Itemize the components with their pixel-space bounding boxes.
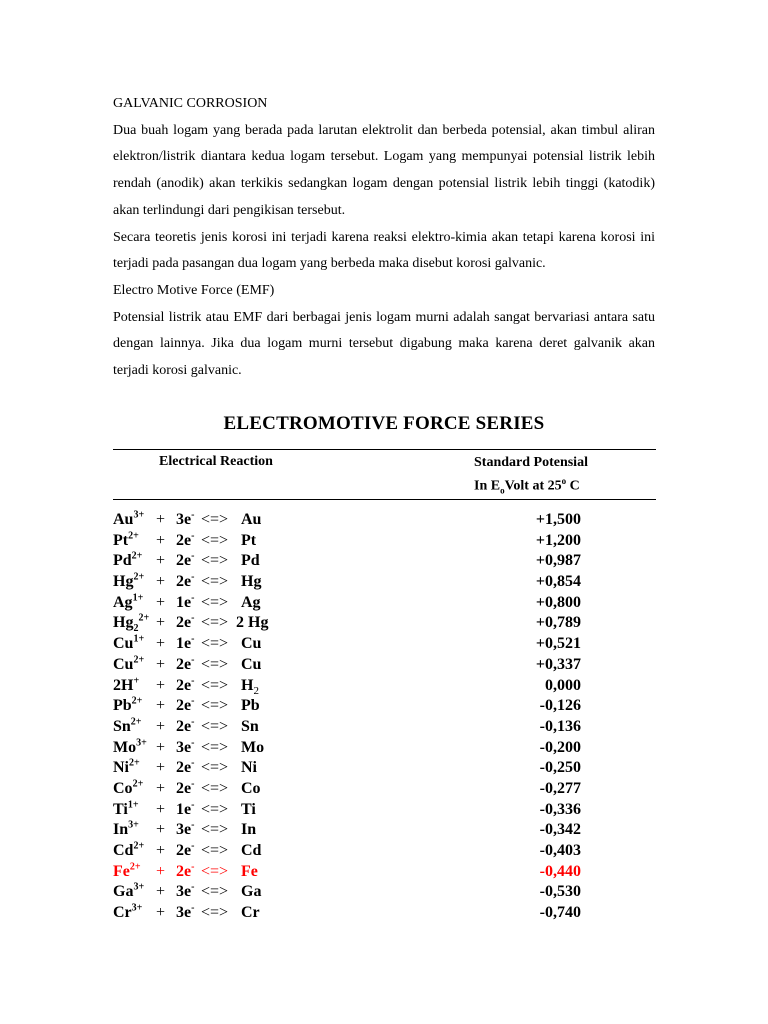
table-row	[113, 862, 656, 883]
product-symbol: Fe	[241, 862, 258, 880]
table-row	[113, 531, 656, 552]
ion-charge: 2+	[133, 840, 145, 852]
table-row	[113, 572, 656, 593]
reaction-product	[241, 572, 261, 593]
ion-charge: 2+	[132, 778, 144, 790]
ion-charge: 2+	[128, 530, 139, 542]
table-row	[113, 800, 656, 821]
product-symbol: Co	[241, 779, 261, 797]
ion-symbol: Hg	[113, 573, 134, 591]
equilibrium-arrow: <=>	[201, 635, 229, 653]
ion-charge: 2+	[133, 571, 145, 583]
ion-symbol: Cu	[113, 655, 134, 673]
electrons	[176, 676, 194, 697]
product-symbol: Cu	[241, 635, 262, 653]
product-symbol: Pb	[241, 697, 260, 715]
electrons	[176, 510, 194, 531]
ion-charge: 3+	[133, 509, 145, 521]
table-top-rule	[113, 449, 656, 450]
electrons	[176, 634, 194, 655]
ion-charge: +	[133, 675, 140, 687]
standard-potential-value: +0,800	[535, 593, 581, 611]
equilibrium-arrow: <=>	[201, 593, 229, 611]
electron-sign: -	[191, 757, 195, 769]
electron-count: 2e	[176, 717, 192, 735]
ion-charge: 2+	[138, 613, 150, 625]
electron-sign: -	[191, 902, 195, 914]
ion-subscript: 2	[133, 623, 139, 635]
standard-potential-value: -0,277	[539, 779, 581, 797]
reaction-product	[241, 841, 261, 862]
intro-paragraph-2: Secara teoretis jenis korosi ini terjadi karena reaksi elektro-kimia akan tetapi karena korosi ini terjadi pada pasangan dua logam yang berbeda maka disebut korosi galvanic.	[113, 229, 655, 272]
reaction-product	[241, 903, 260, 924]
reaction-product	[241, 593, 261, 614]
ion-charge: 3+	[133, 882, 145, 894]
ion-symbol: Pd	[113, 552, 132, 570]
ion-symbol: Cr	[113, 904, 132, 922]
electron-sign: -	[191, 571, 195, 583]
standard-potential-value: 0,000	[545, 676, 581, 694]
ion-charge: 3+	[136, 737, 147, 749]
standard-potential-value: -0,200	[539, 738, 581, 756]
product-symbol: Cr	[241, 904, 260, 922]
reactant-ion	[113, 882, 144, 903]
ion-charge: 2+	[131, 551, 143, 563]
equilibrium-arrow: <=>	[201, 531, 229, 549]
electron-sign: -	[191, 737, 195, 749]
electron-count: 1e	[176, 635, 192, 653]
ion-symbol: Sn	[113, 717, 131, 735]
reactant-ion	[113, 510, 144, 531]
plus-sign: +	[156, 759, 166, 777]
ion-charge: 1+	[133, 633, 145, 645]
reactant-ion	[113, 800, 139, 821]
electron-sign: -	[191, 799, 195, 811]
table-row	[113, 634, 656, 655]
electrons	[176, 903, 194, 924]
table-row	[113, 696, 656, 717]
reaction-product	[241, 800, 256, 821]
reaction-product	[241, 738, 264, 759]
standard-potential-value: -0,336	[539, 800, 581, 818]
electrons	[176, 882, 194, 903]
standard-potential-value: -0,440	[539, 862, 581, 880]
table-row	[113, 779, 656, 800]
standard-potential-value: -0,250	[539, 759, 581, 777]
product-symbol: Ag	[241, 593, 261, 611]
product-subscript: 2	[253, 684, 259, 697]
reaction-product	[241, 758, 257, 779]
electrons	[176, 531, 194, 552]
plus-sign: +	[156, 821, 166, 839]
plus-sign: +	[156, 717, 166, 735]
reaction-product	[236, 613, 268, 634]
ion-symbol: Ni	[113, 759, 129, 777]
electron-sign: -	[191, 882, 195, 894]
reaction-product	[241, 655, 261, 676]
electron-sign: -	[191, 861, 195, 873]
plus-sign: +	[156, 862, 166, 880]
electron-sign: -	[191, 551, 195, 563]
electrons	[176, 800, 194, 821]
electron-count: 3e	[176, 821, 192, 839]
column-header-reaction: Electrical Reaction	[159, 454, 273, 469]
equilibrium-arrow: <=>	[201, 904, 229, 922]
ion-symbol: In	[113, 821, 129, 839]
standard-potential-value: -0,740	[539, 904, 581, 922]
electron-count: 3e	[176, 904, 192, 922]
table-row	[113, 655, 656, 676]
ion-symbol: Mo	[113, 738, 137, 756]
electrons	[176, 862, 194, 883]
plus-sign: +	[156, 779, 166, 797]
electron-sign: -	[191, 778, 195, 790]
product-symbol: In	[241, 821, 257, 839]
product-symbol: Pd	[241, 552, 260, 570]
ion-symbol: 2H	[113, 676, 134, 694]
standard-potential-value: +0,854	[535, 573, 581, 591]
product-symbol: Mo	[241, 738, 265, 756]
emf-table-body	[113, 510, 656, 924]
plus-sign: +	[156, 738, 166, 756]
ion-symbol: Ti	[113, 800, 128, 818]
reaction-product	[241, 779, 261, 800]
reactant-ion	[113, 676, 139, 697]
standard-potential-value: +1,200	[535, 531, 581, 549]
equilibrium-arrow: <=>	[201, 842, 229, 859]
table-row	[113, 882, 656, 903]
electron-sign: -	[191, 840, 195, 852]
plus-sign: +	[156, 842, 166, 859]
ion-symbol: Au	[113, 511, 134, 528]
reaction-product	[241, 531, 256, 552]
electron-sign: -	[191, 633, 195, 645]
reaction-product	[241, 696, 260, 717]
electron-sign: -	[191, 509, 195, 521]
ion-symbol: Fe	[113, 862, 130, 880]
table-row	[113, 717, 656, 738]
plus-sign: +	[156, 573, 166, 591]
equilibrium-arrow: <=>	[201, 511, 229, 528]
equilibrium-arrow: <=>	[201, 573, 229, 591]
electrons	[176, 758, 194, 779]
equilibrium-arrow: <=>	[201, 738, 229, 756]
electron-sign: -	[191, 613, 195, 625]
electrons	[176, 779, 194, 800]
equilibrium-arrow: <=>	[201, 697, 229, 715]
plus-sign: +	[156, 676, 166, 694]
table-row	[113, 820, 656, 841]
plus-sign: +	[156, 883, 166, 901]
intro-paragraph-3: Potensial listrik atau EMF dari berbagai jenis logam murni adalah sangat bervariasi antara satu dengan lainnya. Jika dua logam murni tersebut digabung maka karena deret galvanik akan terjadi korosi galvanic.	[113, 309, 655, 379]
electron-count: 1e	[176, 800, 192, 818]
product-symbol: Ni	[241, 759, 257, 777]
electron-count: 2e	[176, 531, 192, 549]
reactant-ion	[113, 841, 144, 862]
equilibrium-arrow: <=>	[201, 862, 229, 880]
reactant-ion	[113, 551, 142, 572]
reactant-ion	[113, 758, 140, 779]
equilibrium-arrow: <=>	[201, 655, 229, 673]
standard-potential-value: -0,126	[539, 697, 581, 715]
electron-sign: -	[191, 819, 195, 831]
equilibrium-arrow: <=>	[201, 800, 229, 818]
electron-count: 2e	[176, 676, 192, 694]
plus-sign: +	[156, 552, 166, 570]
plus-sign: +	[156, 655, 166, 673]
electron-count: 2e	[176, 552, 192, 570]
equilibrium-arrow: <=>	[201, 717, 229, 735]
standard-potential-value: +0,789	[535, 614, 581, 632]
electron-count: 3e	[176, 738, 192, 756]
product-symbol: Cu	[241, 655, 262, 673]
electron-sign: -	[191, 592, 195, 604]
electrons	[176, 613, 194, 634]
product-symbol: Ti	[241, 800, 256, 818]
reactant-ion	[113, 696, 142, 717]
electron-sign: -	[191, 675, 195, 687]
column-header-potential-line1: Standard Potensial	[474, 455, 588, 470]
reactant-ion	[113, 613, 149, 634]
product-symbol: Pt	[241, 531, 257, 549]
reactant-ion	[113, 903, 142, 924]
ion-symbol: Ga	[113, 883, 134, 901]
product-symbol: H	[241, 676, 254, 694]
product-symbol: Au	[241, 511, 262, 528]
equilibrium-arrow: <=>	[201, 779, 229, 797]
reactant-ion	[113, 593, 143, 614]
ion-charge: 2+	[129, 861, 141, 873]
intro-section	[113, 91, 655, 385]
table-title: ELECTROMOTIVE FORCE SERIES	[223, 413, 545, 434]
reaction-product	[241, 676, 259, 697]
column-header-potential	[474, 454, 588, 499]
reaction-product	[241, 820, 256, 841]
electron-count: 1e	[176, 593, 192, 611]
electron-count: 3e	[176, 883, 192, 901]
electron-sign: -	[191, 716, 195, 728]
ion-symbol: Co	[113, 779, 133, 797]
reaction-product	[241, 882, 261, 903]
intro-paragraph-1: Dua buah logam yang berada pada larutan elektrolit dan berbeda potensial, akan timbul aliran elektron/listrik diantara kedua logam tersebut. Logam yang mempunyai potensial listrik lebih rendah (anodik) akan terkikis sedangkan logam dengan potensial listrik lebih tinggi (katodik) akan terlindungi dari pengikisan tersebut.	[113, 122, 655, 218]
standard-potential-value: -0,136	[539, 717, 581, 735]
equilibrium-arrow: <=>	[201, 821, 229, 839]
reactant-ion	[113, 779, 143, 800]
electron-count: 2e	[176, 759, 192, 777]
plus-sign: +	[156, 800, 166, 818]
reactant-ion	[113, 820, 139, 841]
product-symbol: 2 Hg	[236, 614, 269, 632]
plus-sign: +	[156, 511, 166, 528]
product-symbol: Cd	[241, 842, 262, 859]
reaction-product	[241, 634, 261, 655]
reactant-ion	[113, 531, 139, 552]
reactant-ion	[113, 572, 144, 593]
electron-sign: -	[191, 530, 195, 542]
section-heading: GALVANIC CORROSION	[113, 96, 268, 111]
electron-count: 2e	[176, 862, 192, 880]
plus-sign: +	[156, 635, 166, 653]
ion-charge: 3+	[128, 819, 139, 831]
electron-sign: -	[191, 654, 195, 666]
table-row	[113, 510, 656, 531]
ion-charge: 2+	[131, 695, 143, 707]
ion-charge: 3+	[131, 902, 143, 914]
product-symbol: Ga	[241, 883, 262, 901]
ion-charge: 2+	[129, 757, 140, 769]
electrons	[176, 841, 194, 862]
equilibrium-arrow: <=>	[201, 676, 229, 694]
electrons	[176, 820, 194, 841]
electrons	[176, 593, 194, 614]
plus-sign: +	[156, 531, 166, 549]
ion-symbol: Ag	[113, 593, 133, 611]
electron-count: 2e	[176, 697, 192, 715]
standard-potential-value: -0,342	[539, 821, 581, 839]
ion-charge: 2+	[130, 716, 142, 728]
standard-potential-value: -0,403	[539, 842, 581, 859]
table-row	[113, 758, 656, 779]
table-header-rule	[113, 499, 656, 500]
table-row	[113, 613, 656, 634]
electrons	[176, 572, 194, 593]
table-row	[113, 593, 656, 614]
electron-count: 2e	[176, 655, 192, 673]
table-row	[113, 676, 656, 697]
table-row	[113, 738, 656, 759]
table-row	[113, 551, 656, 572]
standard-potential-value: +0,987	[535, 552, 581, 570]
reaction-product	[241, 551, 260, 572]
equilibrium-arrow: <=>	[201, 759, 229, 777]
electron-count: 2e	[176, 573, 192, 591]
electrons	[176, 696, 194, 717]
reaction-product	[241, 862, 258, 883]
equilibrium-arrow: <=>	[201, 883, 229, 901]
reactant-ion	[113, 717, 142, 738]
reactant-ion	[113, 862, 141, 883]
column-header-potential-line2: In $E_oVolt$ at 25$^o$ C	[474, 476, 580, 496]
plus-sign: +	[156, 614, 166, 632]
product-symbol: Hg	[241, 573, 262, 591]
electron-sign: -	[191, 695, 195, 707]
standard-potential-value: +1,500	[535, 511, 581, 528]
reactant-ion	[113, 738, 147, 759]
standard-potential-value: +0,337	[535, 655, 581, 673]
plus-sign: +	[156, 593, 166, 611]
equilibrium-arrow: <=>	[201, 552, 229, 570]
table-row	[113, 841, 656, 862]
reaction-product	[241, 510, 261, 531]
standard-potential-value: -0,530	[539, 883, 581, 901]
ion-charge: 1+	[132, 592, 144, 604]
plus-sign: +	[156, 697, 166, 715]
ion-charge: 1+	[127, 799, 139, 811]
ion-symbol: Cd	[113, 842, 134, 859]
product-symbol: Sn	[241, 717, 259, 735]
reactant-ion	[113, 634, 144, 655]
reaction-product	[241, 717, 259, 738]
electrons	[176, 655, 194, 676]
emf-subheading: Electro Motive Force (EMF)	[113, 282, 275, 298]
table-row	[113, 903, 656, 924]
equilibrium-arrow: <=>	[201, 614, 229, 632]
electron-count: 2e	[176, 779, 192, 797]
reactant-ion	[113, 655, 144, 676]
electrons	[176, 738, 194, 759]
electrons	[176, 551, 194, 572]
electron-count: 2e	[176, 614, 192, 632]
ion-symbol: Hg	[113, 614, 134, 632]
electrons	[176, 717, 194, 738]
electron-count: 2e	[176, 842, 192, 859]
electron-count: 3e	[176, 511, 192, 528]
ion-charge: 2+	[133, 654, 145, 666]
standard-potential-value: +0,521	[535, 635, 581, 653]
ion-symbol: Pb	[113, 697, 132, 715]
ion-symbol: Cu	[113, 635, 134, 653]
plus-sign: +	[156, 904, 166, 922]
ion-symbol: Pt	[113, 531, 129, 549]
